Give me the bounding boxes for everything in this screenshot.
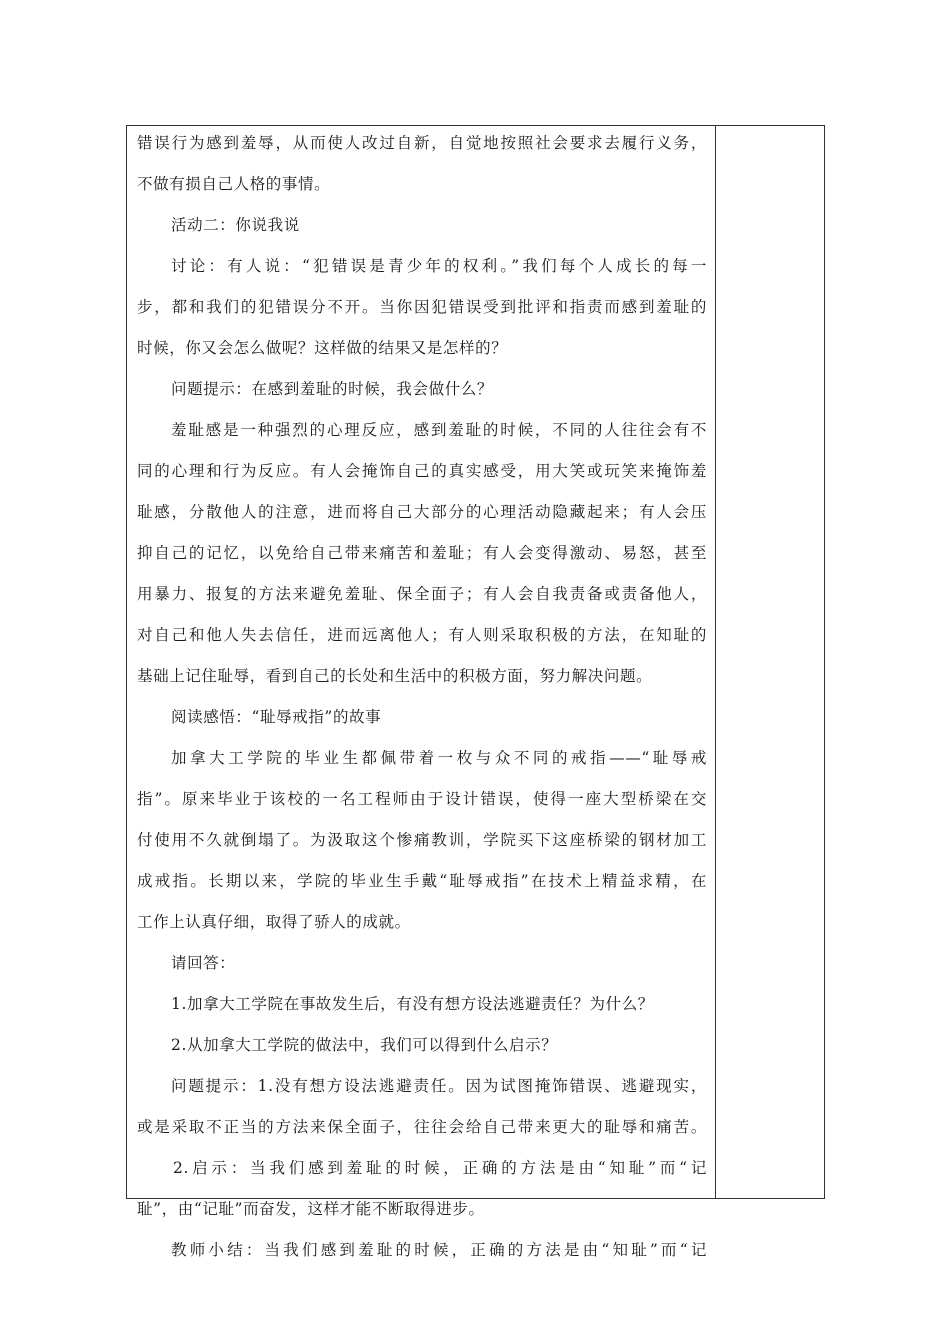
text-line: 时候，你又会怎么做呢？这样做的结果又是怎样的？ [137, 339, 508, 357]
text-line: 耻感，分散他人的注意，进而将自己大部分的心理活动隐藏起来；有人会压 [137, 503, 707, 521]
text-line: 用暴力、报复的方法来避免羞耻、保全面子；有人会自我责备或责备他人， [137, 585, 707, 603]
text-line: 付使用不久就倒塌了。为汲取这个惨痛教训，学院买下这座桥梁的钢材加工 [137, 831, 707, 849]
teacher-summary: 教师小结：当我们感到羞耻的时候，正确的方法是由“知耻”而“记 [171, 1241, 707, 1259]
text-line: 抑自己的记忆，以免给自己带来痛苦和羞耻；有人会变得激动、易怒，甚至 [137, 544, 707, 562]
column-divider [715, 126, 716, 1198]
lesson-table [126, 125, 825, 1259]
text-line: 对自己和他人失去信任，进而远离他人；有人则采取积极的方法，在知耻的 [137, 626, 707, 644]
text-line: 耻”，由“记耻”而奋发，这样才能不断取得进步。 [137, 1200, 485, 1218]
text-line: 错误行为感到羞辱，从而使人改过自新，自觉地按照社会要求去履行义务， [137, 134, 707, 152]
text-line: 步，都和我们的犯错误分不开。当你因犯错误受到批评和指责而感到羞耻的 [137, 298, 707, 316]
notes-column-cell [717, 126, 824, 1198]
text-line: 不做有损自己人格的事情。 [137, 175, 331, 193]
please-answer-label: 请回答： [171, 954, 236, 972]
text-line: 讨论：有人说：“犯错误是青少年的权利。”我们每个人成长的每一 [171, 257, 707, 275]
answer-hint: 问题提示：1.没有想方设法逃避责任。因为试图掩饰错误、逃避现实， [171, 1077, 707, 1095]
text-line: 2.启示：当我们感到羞耻的时候，正确的方法是由“知耻”而“记 [173, 1159, 707, 1177]
text-line: 成戒指。长期以来，学院的毕业生手戴“耻辱戒指”在技术上精益求精，在 [137, 872, 707, 890]
text-line: 羞耻感是一种强烈的心理反应，感到羞耻的时候，不同的人往往会有不 [171, 421, 707, 439]
text-line: 加拿大工学院的毕业生都佩带着一枚与众不同的戒指——“耻辱戒 [171, 749, 707, 767]
text-line: 指”。原来毕业于该校的一名工程师由于设计错误，使得一座大型桥梁在交 [137, 790, 707, 808]
text-line: 基础上记住耻辱，看到自己的长处和生活中的积极方面，努力解决问题。 [137, 667, 653, 685]
activity-heading: 活动二：你说我说 [171, 216, 300, 234]
text-line: 或是采取不正当的方法来保全面子，往往会给自己带来更大的耻辱和痛苦。 [137, 1118, 707, 1136]
text-line: 工作上认真仔细，取得了骄人的成就。 [137, 913, 411, 931]
question-hint: 问题提示：在感到羞耻的时候，我会做什么？ [171, 380, 494, 398]
question-1: 1.加拿大工学院在事故发生后，有没有想方设法逃避责任？为什么？ [171, 995, 654, 1013]
question-2: 2.从加拿大工学院的做法中，我们可以得到什么启示？ [171, 1036, 558, 1054]
lesson-content-cell [137, 126, 707, 1271]
text-line: 同的心理和行为反应。有人会掩饰自己的真实感受，用大笑或玩笑来掩饰羞 [137, 462, 707, 480]
reading-heading: 阅读感悟：“耻辱戒指”的故事 [171, 708, 382, 726]
